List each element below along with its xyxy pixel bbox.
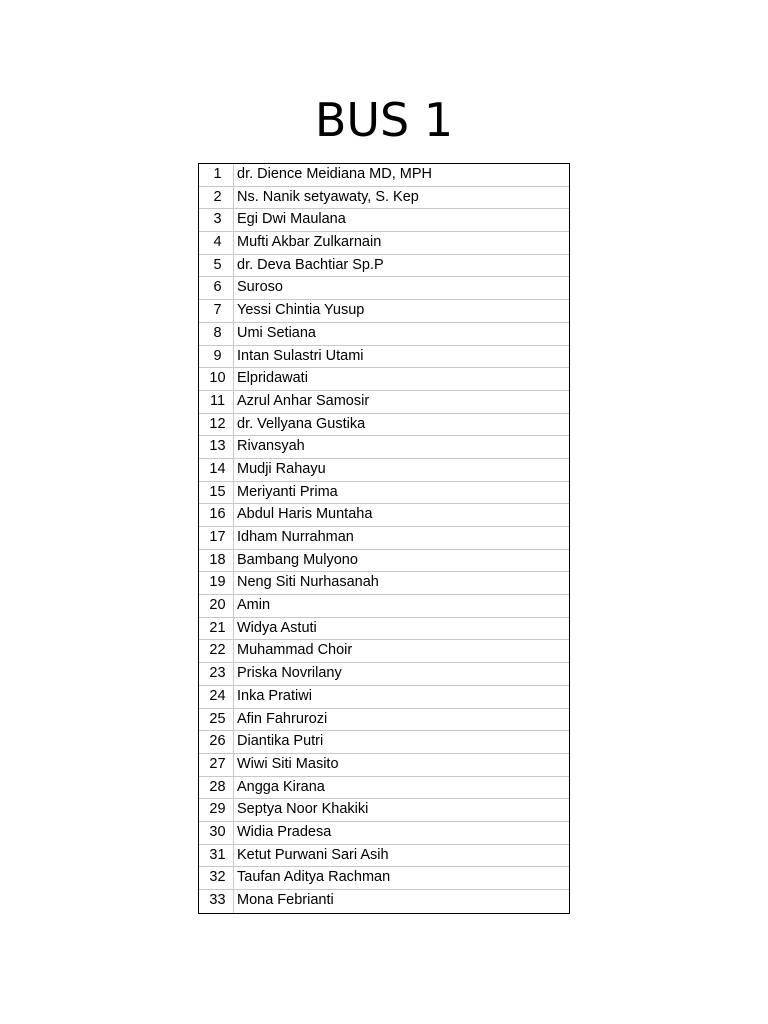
row-number: 4 <box>199 232 234 254</box>
passenger-name: dr. Deva Bachtiar Sp.P <box>237 256 384 273</box>
table-row <box>199 754 569 777</box>
table-row <box>199 187 569 210</box>
table-row <box>199 550 569 573</box>
row-number: 10 <box>199 368 234 390</box>
table-row <box>199 663 569 686</box>
passenger-name: Elpridawati <box>237 370 308 387</box>
passenger-name: Afin Fahrurozi <box>237 710 328 727</box>
row-number: 22 <box>199 640 234 662</box>
table-row <box>199 640 569 663</box>
row-number: 11 <box>199 391 234 413</box>
passenger-table <box>198 163 570 914</box>
table-row <box>199 709 569 732</box>
row-number: 13 <box>199 436 234 458</box>
row-number: 2 <box>199 187 234 209</box>
row-number: 29 <box>199 799 234 821</box>
table-row <box>199 300 569 323</box>
page-title: BUS 1 <box>314 93 454 147</box>
row-number: 32 <box>199 867 234 889</box>
table-row <box>199 845 569 868</box>
table-row <box>199 777 569 800</box>
passenger-name: Mufti Akbar Zulkarnain <box>237 234 382 251</box>
passenger-name: Wiwi Siti Masito <box>237 755 339 772</box>
passenger-name: Taufan Aditya Rachman <box>237 869 391 886</box>
row-number: 18 <box>199 550 234 572</box>
passenger-name: Abdul Haris Muntaha <box>237 506 373 523</box>
passenger-name: Widya Astuti <box>237 619 317 636</box>
passenger-name: Mona Febrianti <box>237 892 334 908</box>
table-row <box>199 368 569 391</box>
table-row <box>199 890 569 913</box>
row-number: 21 <box>199 618 234 640</box>
table-row <box>199 527 569 550</box>
passenger-name: dr. Vellyana Gustika <box>237 415 366 432</box>
passenger-name: Rivansyah <box>237 438 305 455</box>
table-row <box>199 346 569 369</box>
row-number: 9 <box>199 346 234 368</box>
table-row <box>199 323 569 346</box>
table-row <box>199 232 569 255</box>
passenger-name: Neng Siti Nurhasanah <box>237 574 379 591</box>
passenger-name: Priska Novrilany <box>237 665 342 682</box>
table-row <box>199 572 569 595</box>
row-number: 14 <box>199 459 234 481</box>
row-number: 1 <box>199 164 234 186</box>
row-number: 24 <box>199 686 234 708</box>
passenger-name: Umi Setiana <box>237 324 316 341</box>
row-number: 33 <box>199 890 234 913</box>
passenger-name: Diantika Putri <box>237 733 324 750</box>
row-number: 20 <box>199 595 234 617</box>
passenger-name: Yessi Chintia Yusup <box>237 302 365 319</box>
row-number: 31 <box>199 845 234 867</box>
table-row <box>199 459 569 482</box>
passenger-name: Azrul Anhar Samosir <box>237 392 370 409</box>
table-row <box>199 504 569 527</box>
passenger-name: Amin <box>237 597 271 614</box>
table-row <box>199 277 569 300</box>
table-row <box>199 164 569 187</box>
row-number: 3 <box>199 209 234 231</box>
passenger-name: Widia Pradesa <box>237 823 332 840</box>
passenger-name: Ns. Nanik setyawaty, S. Kep <box>237 188 419 205</box>
table-row <box>199 799 569 822</box>
table-row <box>199 822 569 845</box>
passenger-name: Muhammad Choir <box>237 642 353 659</box>
passenger-name: Idham Nurrahman <box>237 529 354 545</box>
table-row <box>199 482 569 505</box>
passenger-name: Meriyanti Prima <box>237 483 338 500</box>
row-number: 5 <box>199 255 234 277</box>
row-number: 16 <box>199 504 234 526</box>
passenger-name: Intan Sulastri Utami <box>237 347 364 364</box>
passenger-name: Egi Dwi Maulana <box>237 211 346 228</box>
table-row <box>199 731 569 754</box>
table-row <box>199 255 569 278</box>
row-number: 8 <box>199 323 234 345</box>
passenger-name: Angga Kirana <box>237 778 325 795</box>
row-number: 17 <box>199 527 234 549</box>
table-row <box>199 391 569 414</box>
passenger-name: Bambang Mulyono <box>237 551 358 568</box>
row-number: 28 <box>199 777 234 799</box>
table-row <box>199 436 569 459</box>
row-number: 23 <box>199 663 234 685</box>
row-number: 6 <box>199 277 234 299</box>
table-row <box>199 686 569 709</box>
row-number: 7 <box>199 300 234 322</box>
row-number: 15 <box>199 482 234 504</box>
row-number: 26 <box>199 731 234 753</box>
table-row <box>199 209 569 232</box>
row-number: 25 <box>199 709 234 731</box>
row-number: 19 <box>199 572 234 594</box>
table-row <box>199 867 569 890</box>
passenger-name: Mudji Rahayu <box>237 460 326 477</box>
row-number: 30 <box>199 822 234 844</box>
passenger-name: Septya Noor Khakiki <box>237 801 369 818</box>
row-number: 27 <box>199 754 234 776</box>
passenger-name: dr. Dience Meidiana MD, MPH <box>237 166 433 182</box>
passenger-name: Ketut Purwani Sari Asih <box>237 846 389 863</box>
table-row <box>199 414 569 437</box>
passenger-name: Inka Pratiwi <box>237 687 312 704</box>
table-row <box>199 595 569 618</box>
table-row <box>199 618 569 641</box>
passenger-name: Suroso <box>237 279 283 296</box>
row-number: 12 <box>199 414 234 436</box>
